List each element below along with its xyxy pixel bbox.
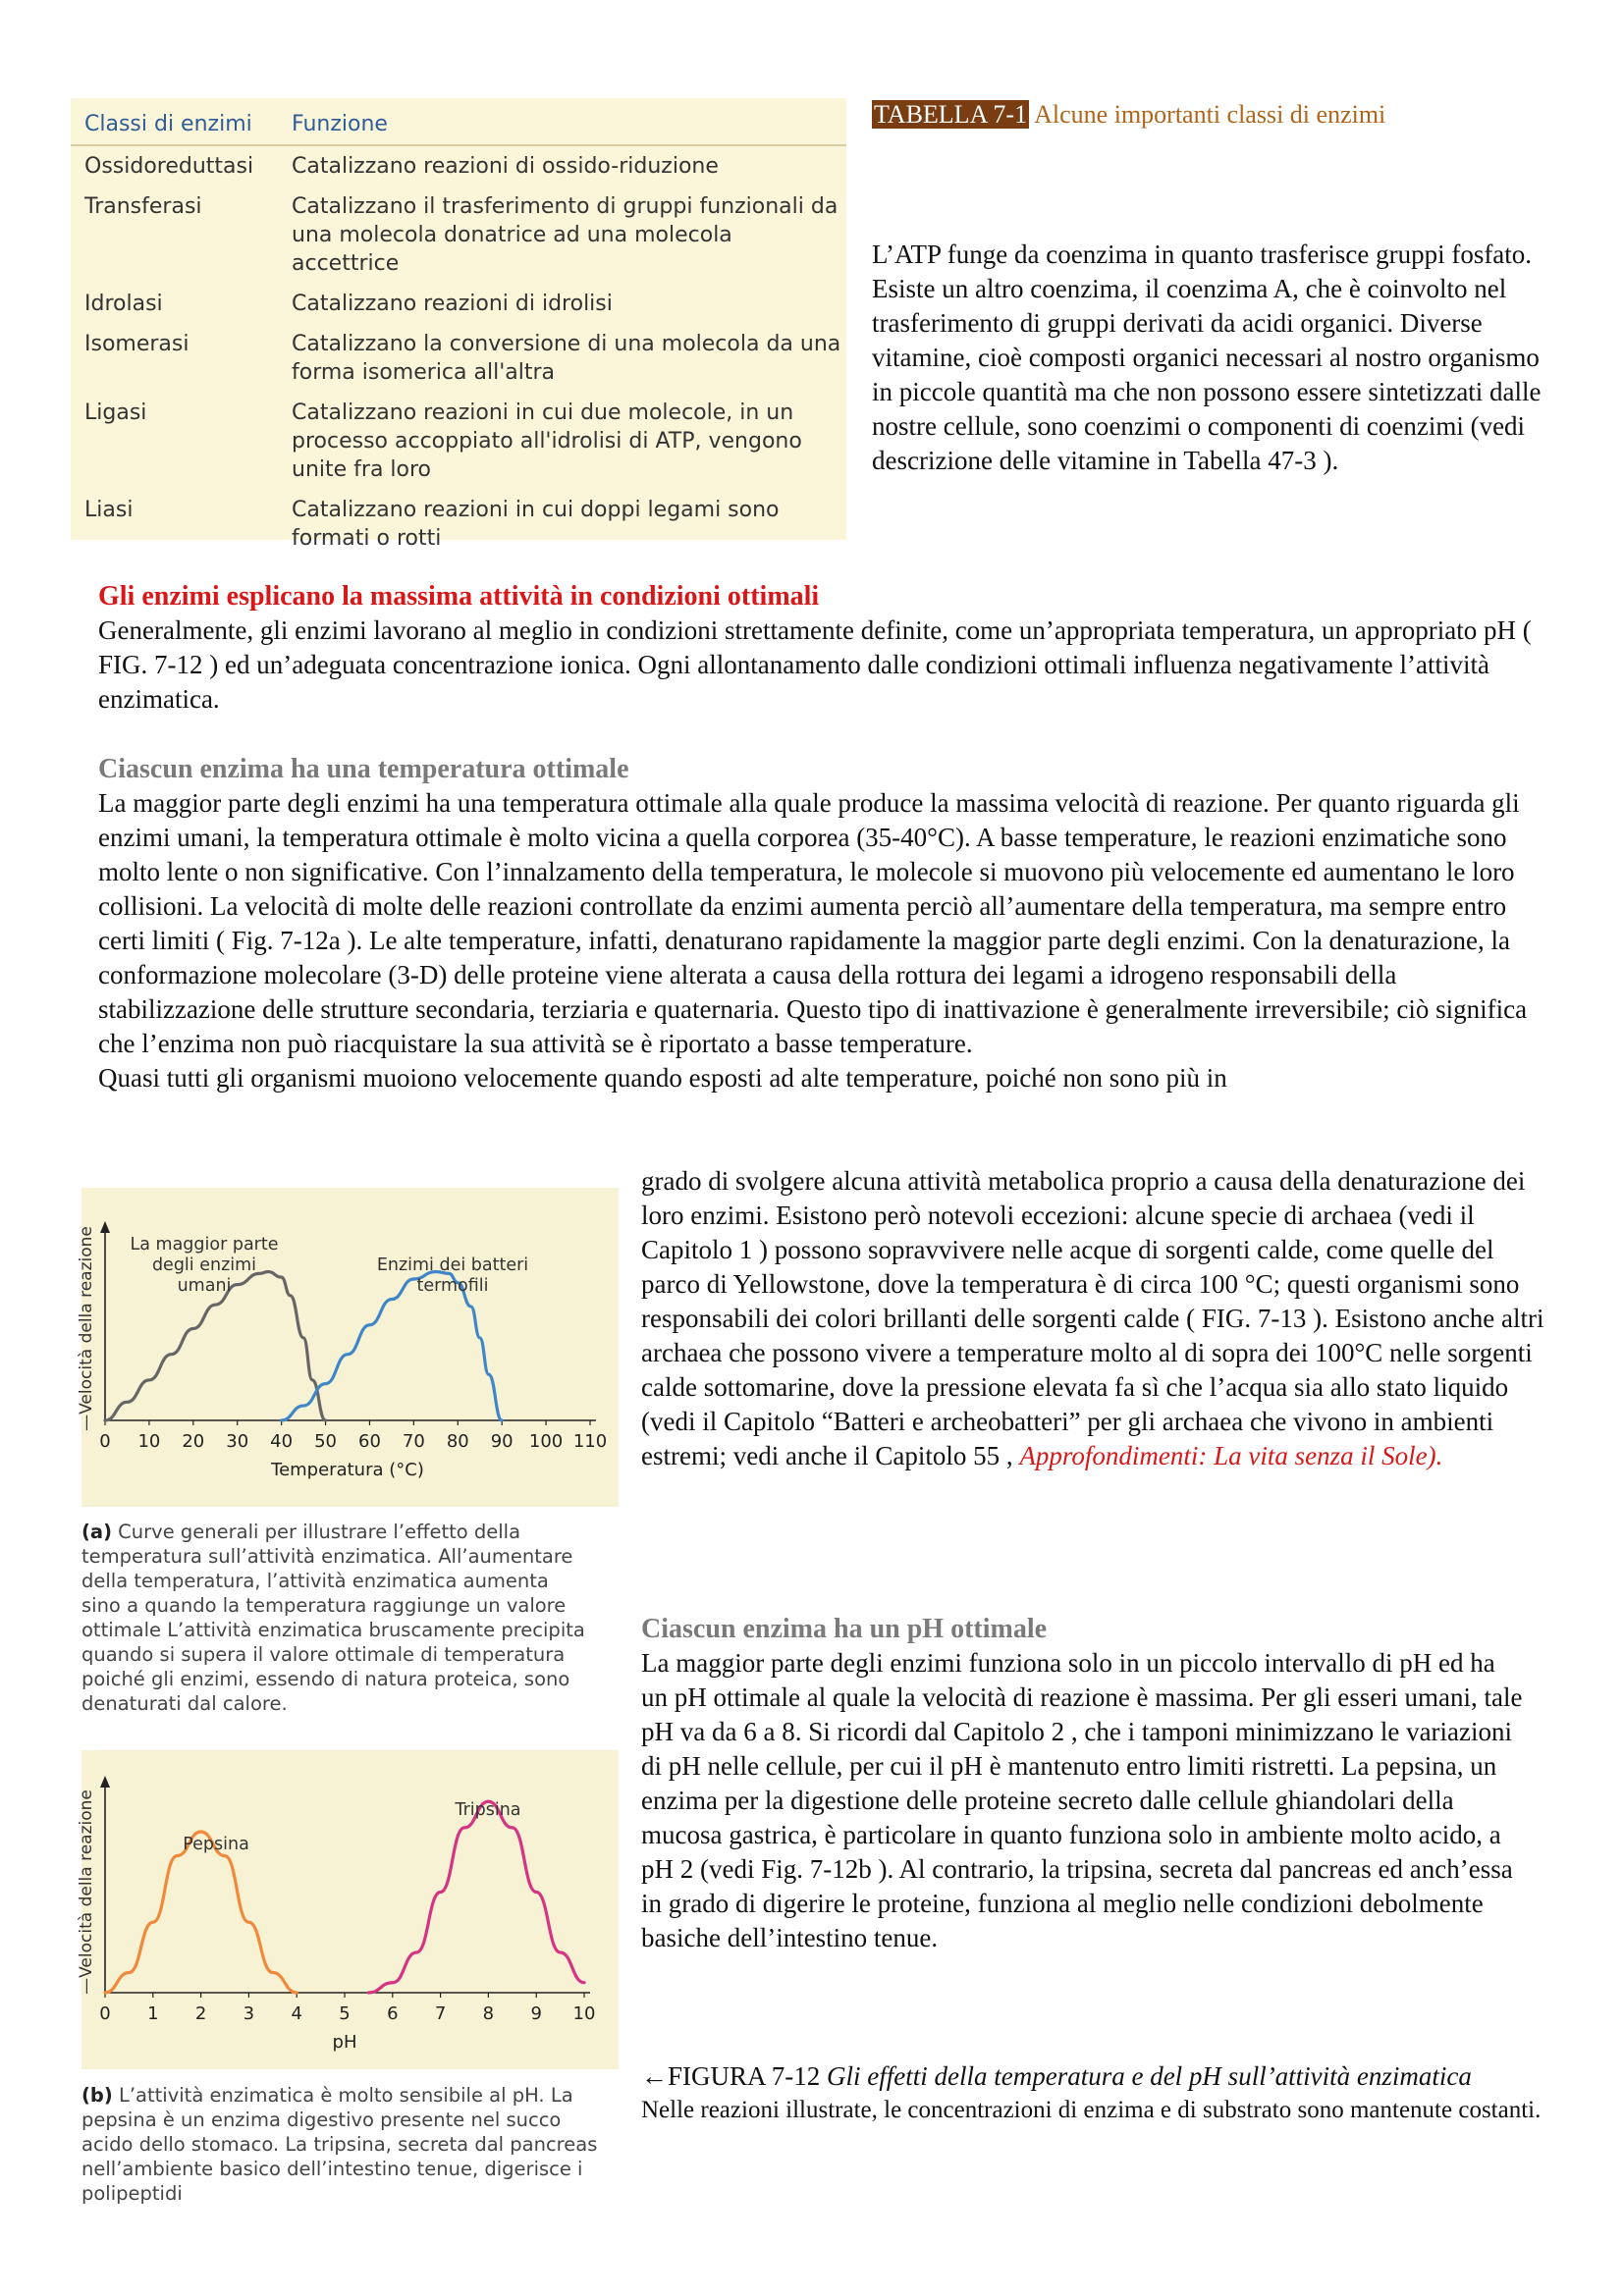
- table-row: [71, 490, 846, 559]
- y-axis-label: —Velocità della reazione: [77, 1226, 96, 1431]
- organisms-paragraph-start: Quasi tutti gli organismi muoiono velocemente quando esposti ad alte temperature, poiché non sono più in: [98, 1063, 1227, 1093]
- table-row: [71, 145, 846, 187]
- enzyme-class: Idrolasi: [84, 292, 163, 316]
- table-caption-title: Alcune importanti classi di enzimi: [1029, 100, 1386, 129]
- x-tick-label: 70: [402, 1431, 425, 1452]
- x-tick-label: 90: [490, 1431, 514, 1452]
- x-tick-label: 9: [530, 2003, 542, 2024]
- x-axis-label: pH: [332, 2032, 357, 2053]
- x-tick-label: 7: [434, 2003, 447, 2024]
- figure-label: ←FIGURA 7-12: [641, 2061, 828, 2091]
- figure-caption-block: [641, 2059, 1544, 2126]
- x-tick-label: 60: [358, 1431, 381, 1452]
- organisms-paragraph-continued: [641, 1164, 1544, 1473]
- figure-title: Gli effetti della temperatura e del pH sull’attività enzimatica: [827, 2061, 1472, 2091]
- enzyme-function: Catalizzano reazioni in cui doppi legami sono formati o rotti: [292, 498, 780, 551]
- atp-paragraph: L’ATP funge da coenzima in quanto trasferisce gruppi fosfato. Esiste un altro coenzima, il coenzima A, che è coinvolto nel trasferimento di gruppi derivati da acidi organici. Diverse vitamine, cioè composti organici necessari al nostro organismo in piccole quantità ma che non possono essere sintetizzati dalle nostre cellule, sono coenzimi o componenti di coenzimi (vedi descrizione delle vitamine in Tabella 47-3 ).: [872, 240, 1542, 475]
- x-tick-label: 10: [137, 1431, 161, 1452]
- ph-chart: [77, 1750, 619, 2069]
- optimal-conditions-paragraph: Generalmente, gli enzimi lavorano al meglio in condizioni strettamente definite, come un’appropriata temperatura, un appropriato pH ( FIG. 7-12 ) ed un’adeguata concentrazione ionica. Ogni allontanamento dalle condizioni ottimali influenza negativamente l’attività enzimatica.: [98, 615, 1532, 714]
- x-tick-label: 110: [572, 1431, 608, 1452]
- enzyme-classes-table: [71, 98, 846, 551]
- figure-b-tag: (b): [81, 2084, 113, 2107]
- figure-caption: [641, 2059, 1544, 2094]
- figure-a-tag: (a): [81, 1521, 112, 1543]
- table-header-classes: Classi di enzimi: [71, 98, 278, 145]
- table-row: [71, 187, 846, 284]
- temperature-section: [98, 752, 1551, 1095]
- figure-note: Nelle reazioni illustrate, le concentrazioni di enzima e di substrato sono mantenute costanti.: [641, 2097, 1542, 2123]
- approfondimenti-link[interactable]: Approfondimenti: La vita senza il Sole).: [1019, 1441, 1443, 1470]
- series-label: La maggior parte degli enzimi umani: [130, 1235, 279, 1296]
- x-axis-label: Temperatura (°C): [271, 1460, 424, 1480]
- series-label: Enzimi dei batteri termofili: [376, 1255, 529, 1296]
- temperature-chart-panel: [77, 1188, 619, 1507]
- table-caption: [872, 100, 1385, 130]
- series-label: Pepsina: [183, 1835, 249, 1854]
- series-line: [368, 1801, 584, 1993]
- enzyme-function: Catalizzano il trasferimento di gruppi funzionali da una molecola donatrice ad una molecola accettrice: [292, 194, 839, 276]
- ph-chart-panel: [77, 1750, 619, 2069]
- x-tick-label: 0: [99, 1431, 111, 1452]
- enzyme-class: Ligasi: [84, 400, 147, 425]
- ph-paragraph: La maggior parte degli enzimi funziona solo in un piccolo intervallo di pH ed ha un pH ottimale al quale la velocità di reazione è massima. Per gli esseri umani, tale pH va da 6 a 8. Si ricordi dal Capitolo 2 , che i tamponi minimizzano le variazioni di pH nelle cellule, per cui il pH è mantenuto entro limiti ristretti. La pepsina, un enzima per la digestione delle proteine secreto dalle cellule ghiandolari della mucosa gastrica, è particolare in quanto funziona solo in ambiente molto acido, a pH 2 (vedi Fig. 7-12b ). Al contrario, la tripsina, secreta dal pancreas ed anch’essa in grado di digerire le proteine, funziona al meglio nelle condizioni debolmente basiche dell’intestino tenue.: [641, 1648, 1523, 1952]
- x-tick-label: 1: [147, 2003, 159, 2024]
- figure-a-caption: [81, 1520, 592, 1716]
- x-tick-label: 4: [291, 2003, 302, 2024]
- x-tick-label: 80: [446, 1431, 469, 1452]
- enzyme-function: Catalizzano la conversione di una molecola da una forma isomerica all'altra: [292, 332, 841, 385]
- enzyme-function: Catalizzano reazioni in cui due molecole, in un processo accoppiato all'idrolisi di ATP, vengono unite fra loro: [292, 400, 802, 482]
- ph-section: [641, 1612, 1544, 1955]
- organisms-text: grado di svolgere alcuna attività metabolica proprio a causa della denaturazione dei loro enzimi. Esistono però notevoli eccezioni: alcune specie di archaea (vedi il Capitolo 1 ) possono sopravvivere nelle acque di sorgenti calde, come quelle del parco di Yellowstone, dove la temperatura è di circa 100 °C; questi organismi sono responsabili dei colori brillanti delle sorgenti calde ( FIG. 7-13 ). Esistono anche altri archaea che possono vivere a temperature molto al di sopra dei 100°C nelle sorgenti calde sottomarine, dove la pressione elevata fa sì che l’acqua sia allo stato liquido (vedi il Capitolo “Batteri e archeobatteri” per gli archaea che vivono in ambienti estremi; vedi anche il Capitolo 55 ,: [641, 1166, 1544, 1470]
- enzyme-class: Isomerasi: [84, 332, 189, 356]
- heading-temperature: Ciascun enzima ha una temperatura ottimale: [98, 754, 629, 784]
- enzyme-function: Catalizzano reazioni di ossido-riduzione: [292, 154, 719, 179]
- table-row: [71, 284, 846, 324]
- x-tick-label: 100: [528, 1431, 564, 1452]
- x-tick-label: 50: [314, 1431, 337, 1452]
- x-tick-label: 3: [243, 2003, 255, 2024]
- x-tick-label: 5: [339, 2003, 351, 2024]
- heading-optimal-conditions: Gli enzimi esplicano la massima attività in condizioni ottimali: [98, 581, 820, 612]
- enzyme-class: Ossidoreduttasi: [84, 154, 254, 179]
- x-tick-label: 20: [182, 1431, 205, 1452]
- figure-b-text: L’attività enzimatica è molto sensibile al pH. La pepsina è un enzima digestivo presente nel succo acido dello stomaco. La tripsina, secreta dal pancreas nell’ambiente basico dell’intestino tenue, digerisce i polipeptidi: [81, 2084, 598, 2205]
- y-axis-arrow-icon: [100, 1776, 110, 1788]
- enzyme-function: Catalizzano reazioni di idrolisi: [292, 292, 613, 316]
- series-line: [105, 1832, 297, 1993]
- enzyme-class: Liasi: [84, 498, 134, 522]
- table-caption-tag: TABELLA 7-1: [874, 100, 1028, 129]
- table-row: [71, 393, 846, 490]
- x-tick-label: 8: [482, 2003, 495, 2024]
- x-tick-label: 2: [194, 2003, 207, 2024]
- figure-b-caption: [81, 2083, 612, 2209]
- optimal-conditions-section: [98, 579, 1551, 717]
- temperature-chart: [77, 1188, 619, 1507]
- table-row: [71, 324, 846, 393]
- heading-ph: Ciascun enzima ha un pH ottimale: [641, 1614, 1048, 1644]
- x-tick-label: 6: [387, 2003, 399, 2024]
- x-tick-label: 0: [99, 2003, 111, 2024]
- series-label: Tripsina: [455, 1800, 521, 1820]
- table-header-function: Funzione: [278, 98, 846, 145]
- y-axis-arrow-icon: [100, 1221, 110, 1233]
- enzyme-class: Transferasi: [84, 194, 202, 219]
- x-tick-label: 30: [226, 1431, 249, 1452]
- x-tick-label: 40: [270, 1431, 294, 1452]
- y-axis-label: —Velocità della reazione: [77, 1789, 96, 1995]
- x-tick-label: 10: [572, 2003, 596, 2024]
- temperature-paragraph: La maggior parte degli enzimi ha una temperatura ottimale alla quale produce la massima velocità di reazione. Per quanto riguarda gli enzimi umani, la temperatura ottimale è molto vicina a quella corporea (35-40°C). A basse temperature, le reazioni enzimatiche sono molto lente o non significative. Con l’innalzamento della temperatura, le molecole si muovono più velocemente ed aumentano le loro collisioni. La velocità di molte delle reazioni controllate da enzimi aumenta perciò all’aumentare della temperatura, ma sempre entro certi limiti ( Fig. 7-12a ). Le alte temperature, infatti, denaturano rapidamente la maggior parte degli enzimi. Con la denaturazione, la conformazione molecolare (3-D) delle proteine viene alterata a causa della rottura dei legami a idrogeno responsabili della stabilizzazione delle strutture secondaria, terziaria e quaternaria. Questo tipo di inattivazione è generalmente irreversibile; ciò significa che l’enzima non può riacquistare la sua attività se è riportato a basse temperature.: [98, 788, 1528, 1058]
- figure-a-text: Curve generali per illustrare l’effetto della temperatura sull’attività enzimatica. All’aumentare della temperatura, l’attività enzimatica aumenta sino a quando la temperatura raggiunge un valore ottimale L’attività enzimatica bruscamente precipita quando si supera il valore ottimale di temperatura poiché gli enzimi, essendo di natura proteica, sono denaturati dal calore.: [81, 1521, 585, 1715]
